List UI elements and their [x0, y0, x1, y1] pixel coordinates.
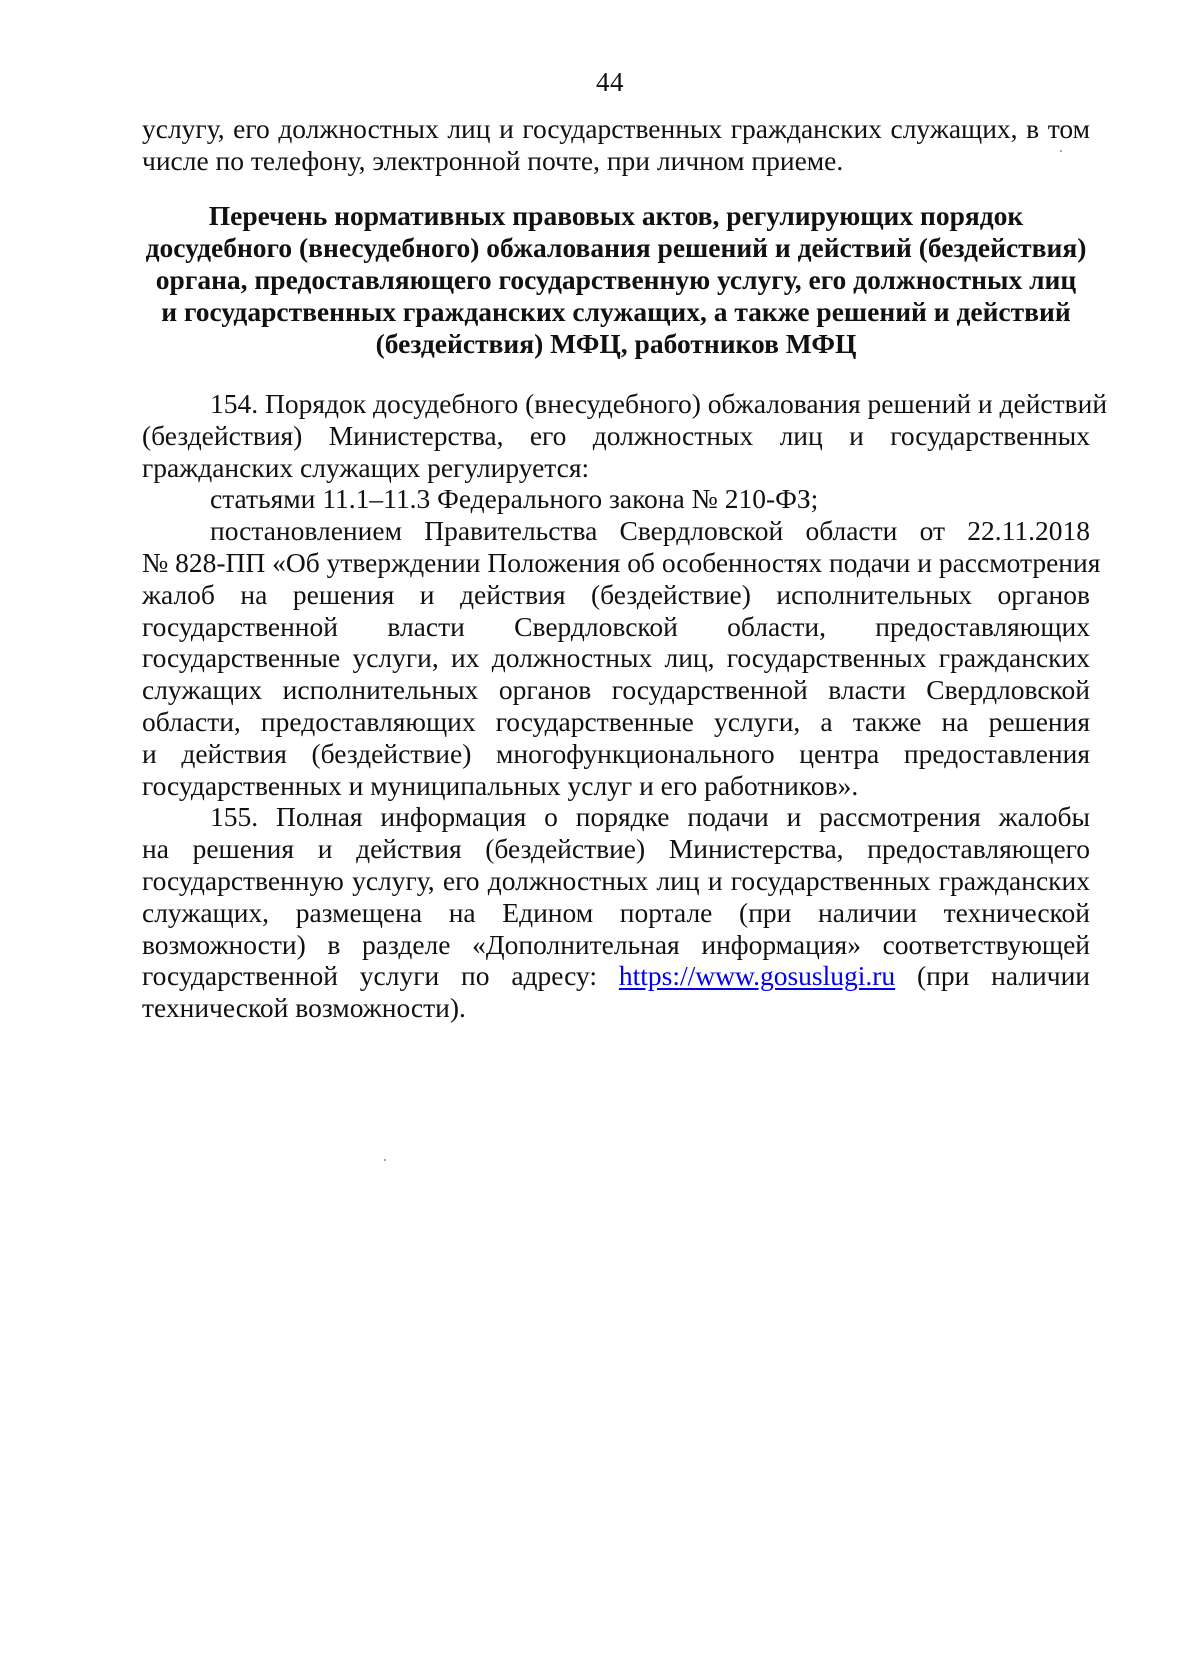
heading-line: досудебного (внесудебного) обжалования решений и действий (бездействия) [145, 232, 1087, 263]
scan-speck [384, 1159, 386, 1161]
gosuslugi-link[interactable]: https://www.gosuslugi.ru [618, 960, 896, 992]
continuation-line: числе по телефону, электронной почте, при личном приеме. [142, 144, 844, 176]
paragraph-154-articles [142, 483, 1090, 515]
paragraph-154-resolution [142, 515, 1101, 801]
paragraph-line: 155. Полная информация о порядке подачи и рассмотрения жалобы [210, 801, 1090, 833]
paragraph-line: на решения и действия (бездействие) Министерства, предоставляющего [142, 833, 1090, 865]
paragraph-154 [142, 388, 1108, 483]
heading-line: и государственных гражданских служащих, а также решений и действий [161, 296, 1071, 327]
document-body [142, 388, 1108, 1024]
continuation-line: услугу, его должностных лиц и государственных гражданских служащих, в том [142, 113, 1090, 144]
paragraph-line: государственную услугу, его должностных лиц и государственных гражданских [142, 864, 1090, 896]
paragraph-line: государственной власти Свердловской области, предоставляющих [142, 610, 1090, 642]
paragraph-line: и действия (бездействие) многофункционального центра предоставления [142, 737, 1090, 769]
heading-line: (бездействия) МФЦ, работников МФЦ [375, 328, 857, 359]
paragraph-line: жалоб на решения и действия (бездействие) исполнительных органов [142, 578, 1090, 610]
paragraph-line: статьями 11.1–11.3 Федерального закона № 210-ФЗ; [210, 483, 819, 515]
paragraph-line: 154. Порядок досудебного (внесудебного) обжалования решений и действий [210, 388, 1108, 419]
scan-speck [1060, 150, 1062, 152]
section-heading [142, 200, 1090, 360]
paragraph-line: служащих исполнительных органов государственной власти Свердловской [142, 674, 1090, 706]
heading-line: Перечень нормативных правовых актов, регулирующих порядок [208, 200, 1024, 231]
paragraph-line: гражданских служащих регулируется: [142, 451, 590, 483]
paragraph-line: государственные услуги, их должностных лиц, государственных гражданских [142, 642, 1090, 674]
continuation-paragraph [142, 113, 1090, 177]
paragraph-line: (бездействия) Министерства, его должностных лиц и государственных [142, 419, 1090, 451]
address-prefix: государственной услуги по адресу: [142, 960, 598, 992]
paragraph-line: технической возможности). [142, 992, 466, 1024]
paragraph-line: служащих, размещена на Едином портале (при наличии технической [142, 896, 1090, 928]
page-number: 44 [596, 67, 624, 97]
paragraph-line: возможности) в разделе «Дополнительная информация» соответствующей [142, 928, 1090, 960]
paragraph-155 [142, 801, 1090, 1024]
paragraph-line: государственных и муниципальных услуг и его работников». [142, 769, 859, 801]
address-suffix: (при наличии [917, 960, 1091, 992]
paragraph-line: области, предоставляющих государственные услуги, а также на решения [142, 705, 1090, 737]
paragraph-line: № 828-ПП «Об утверждении Положения об особенностях подачи и рассмотрения [142, 546, 1101, 578]
paragraph-line-with-link [142, 960, 1090, 992]
paragraph-line: постановлением Правительства Свердловской области от 22.11.2018 [210, 515, 1090, 547]
heading-line: органа, предоставляющего государственную услугу, его должностных лиц [155, 264, 1077, 295]
